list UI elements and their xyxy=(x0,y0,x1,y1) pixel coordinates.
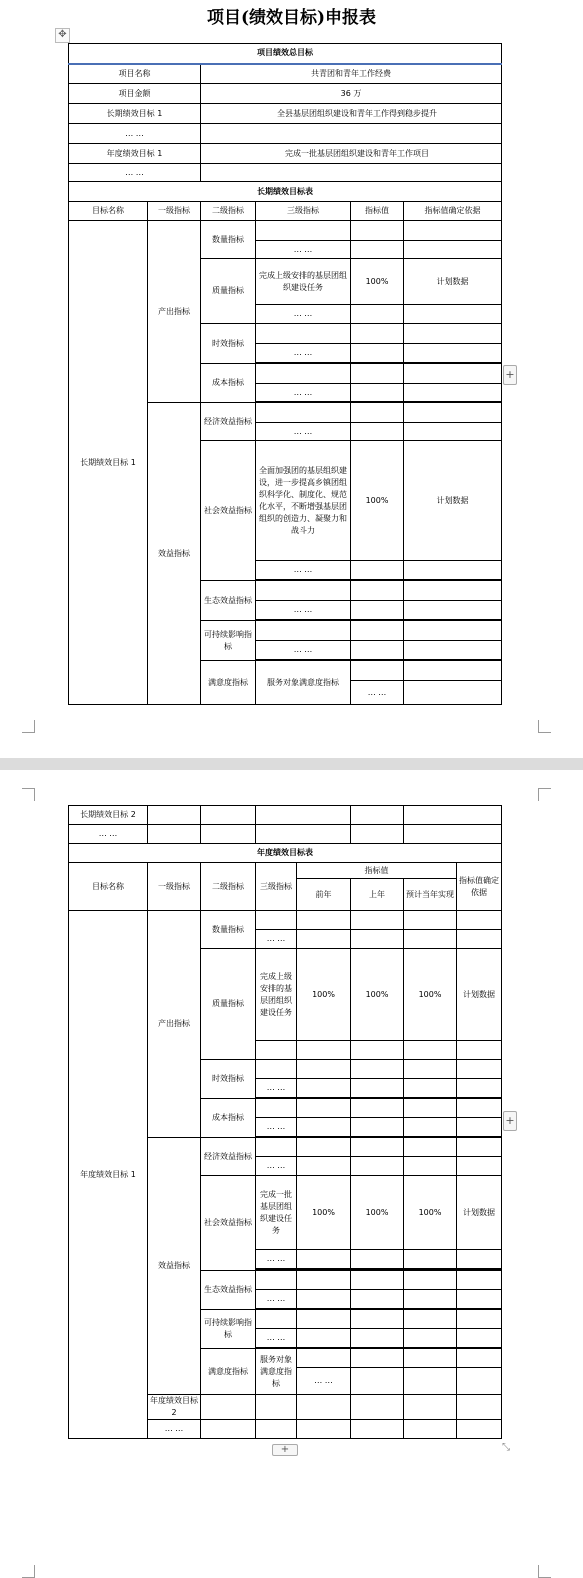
empty-cell[interactable] xyxy=(256,1310,297,1329)
empty-cell[interactable] xyxy=(404,681,502,705)
empty-cell[interactable] xyxy=(297,1118,351,1137)
empty-cell[interactable] xyxy=(457,1041,502,1060)
empty-cell[interactable] xyxy=(404,1420,457,1439)
col-level3: 三级指标 xyxy=(256,202,351,221)
add-row-button[interactable]: + xyxy=(272,1444,298,1456)
empty-cell[interactable] xyxy=(404,221,502,241)
empty-cell[interactable] xyxy=(351,911,404,930)
empty-cell[interactable] xyxy=(297,1420,351,1439)
empty-cell[interactable] xyxy=(256,221,351,241)
ellipsis-cell: … … xyxy=(256,1157,297,1176)
empty-cell[interactable] xyxy=(297,1138,351,1157)
ellipsis-cell: … … xyxy=(148,1420,201,1439)
empty-cell[interactable] xyxy=(351,1368,404,1395)
quality-value[interactable]: 100% xyxy=(351,259,404,305)
empty-cell[interactable] xyxy=(457,1271,502,1290)
empty-cell[interactable] xyxy=(404,930,457,949)
annual-table-header: 年度绩效目标表 xyxy=(69,844,502,863)
empty-cell[interactable] xyxy=(404,581,502,601)
empty-cell[interactable] xyxy=(256,1041,297,1060)
project-name-label: 项目名称 xyxy=(69,64,201,84)
page-gap xyxy=(0,758,583,770)
empty-cell[interactable] xyxy=(404,806,502,825)
ellipsis-cell: … … xyxy=(256,1118,297,1137)
empty-cell[interactable] xyxy=(404,1329,457,1348)
social-last[interactable]: 100% xyxy=(351,1176,404,1250)
empty-cell[interactable] xyxy=(457,1395,502,1420)
service-satisfaction-indicator: 服务对象满意度指标 xyxy=(256,661,351,705)
empty-cell[interactable] xyxy=(297,1395,351,1420)
empty-cell[interactable] xyxy=(404,1290,457,1309)
empty-cell[interactable] xyxy=(297,1290,351,1309)
empty-cell[interactable] xyxy=(404,1099,457,1118)
ecological-indicator: 生态效益指标 xyxy=(201,1271,256,1310)
empty-cell[interactable] xyxy=(404,1138,457,1157)
table-move-handle-icon[interactable]: ✥ xyxy=(55,28,70,43)
sustainable-indicator: 可持续影响指标 xyxy=(201,621,256,661)
empty-cell[interactable] xyxy=(351,1060,404,1079)
empty-cell[interactable] xyxy=(148,806,201,825)
empty-cell[interactable] xyxy=(256,1060,297,1079)
empty-cell[interactable] xyxy=(457,1118,502,1137)
empty-cell[interactable] xyxy=(404,825,502,844)
summary-table xyxy=(68,43,502,182)
page-corner-mark xyxy=(538,788,551,801)
empty-cell[interactable] xyxy=(351,601,404,620)
empty-cell[interactable] xyxy=(256,911,297,930)
economic-indicator: 经济效益指标 xyxy=(201,403,256,441)
page-corner-mark xyxy=(22,788,35,801)
benefit-indicator: 效益指标 xyxy=(148,1138,201,1395)
economic-indicator: 经济效益指标 xyxy=(201,1138,256,1176)
quality-basis[interactable]: 计划数据 xyxy=(404,259,502,305)
empty-cell[interactable] xyxy=(256,364,351,384)
ellipsis-cell: … … xyxy=(256,561,351,580)
quality-basis[interactable]: 计划数据 xyxy=(457,949,502,1041)
empty-cell[interactable] xyxy=(201,1395,256,1420)
empty-cell[interactable] xyxy=(256,1099,297,1118)
col-value: 指标值 xyxy=(297,863,457,879)
ellipsis-cell: … … xyxy=(256,1290,297,1309)
long-term-table xyxy=(68,181,502,705)
empty-cell[interactable] xyxy=(457,1329,502,1348)
ellipsis-cell: … … xyxy=(256,930,297,949)
long-term-table-continued xyxy=(68,805,502,844)
col-level3: 三级指标 xyxy=(256,863,297,911)
empty-cell[interactable] xyxy=(351,344,404,363)
output-indicator: 产出指标 xyxy=(148,911,201,1138)
col-goal-name: 目标名称 xyxy=(69,202,148,221)
empty-cell[interactable] xyxy=(256,581,351,601)
empty-cell[interactable] xyxy=(297,1329,351,1348)
col-level2: 二级指标 xyxy=(201,863,256,911)
empty-cell[interactable] xyxy=(351,364,404,384)
project-name-value[interactable]: 共青团和青年工作经费 xyxy=(201,64,502,84)
ellipsis-cell: … … xyxy=(351,681,404,705)
page-title: 项目(绩效目标)申报表 xyxy=(206,8,377,28)
empty-cell[interactable] xyxy=(404,641,502,660)
empty-cell[interactable] xyxy=(457,930,502,949)
quality-l3[interactable]: 完成上级安排的基层团组织建设任务 xyxy=(256,949,297,1041)
ellipsis-cell: … … xyxy=(297,1368,351,1395)
annual-goal-label: 年度绩效目标 1 xyxy=(69,144,201,164)
annual-goal-text[interactable]: 完成一批基层团组织建设和青年工作项目 xyxy=(201,144,502,164)
empty-cell[interactable] xyxy=(297,1041,351,1060)
ellipsis-cell: … … xyxy=(69,124,201,144)
empty-cell[interactable] xyxy=(404,344,502,363)
empty-cell[interactable] xyxy=(297,1099,351,1118)
empty-cell[interactable] xyxy=(256,1138,297,1157)
empty-cell[interactable] xyxy=(404,1310,457,1329)
output-indicator: 产出指标 xyxy=(148,221,201,403)
page-corner-mark xyxy=(22,1565,35,1578)
ellipsis-cell: … … xyxy=(256,423,351,441)
service-satisfaction-indicator: 服务对象满意度指标 xyxy=(256,1349,297,1395)
empty-cell[interactable] xyxy=(351,1157,404,1176)
empty-cell[interactable] xyxy=(351,1250,404,1269)
project-amount-label: 项目金额 xyxy=(69,84,201,104)
empty-cell[interactable] xyxy=(404,621,502,641)
quality-indicator: 质量指标 xyxy=(201,949,256,1060)
add-column-button[interactable]: + xyxy=(503,1111,517,1131)
empty-cell[interactable] xyxy=(404,403,502,423)
social-l3[interactable]: 全面加强团的基层组织建设，进一步提高乡镇团组织科学化、制度化、规范化水平，不断增强基层团组织的创造力、凝聚力和战斗力 xyxy=(256,441,351,561)
goal-name-cell: 年度绩效目标 1 xyxy=(69,911,148,1439)
empty-cell[interactable] xyxy=(201,825,256,844)
col-last-year: 上年 xyxy=(351,879,404,911)
empty-cell[interactable] xyxy=(297,1250,351,1269)
empty-cell[interactable] xyxy=(297,930,351,949)
long-goal-label: 长期绩效目标 1 xyxy=(69,104,201,124)
empty-cell[interactable] xyxy=(404,1041,457,1060)
empty-cell[interactable] xyxy=(457,1349,502,1368)
col-level2: 二级指标 xyxy=(201,202,256,221)
empty-cell[interactable] xyxy=(201,124,502,144)
ellipsis-cell: … … xyxy=(256,344,351,363)
empty-cell[interactable] xyxy=(404,1060,457,1079)
annual-table xyxy=(68,843,502,1439)
empty-cell[interactable] xyxy=(256,825,351,844)
ellipsis-cell: … … xyxy=(256,1329,297,1348)
col-prev-year: 前年 xyxy=(297,879,351,911)
empty-cell[interactable] xyxy=(404,241,502,259)
annual-goal-2-label: 年度绩效目标 2 xyxy=(148,1395,201,1420)
empty-cell[interactable] xyxy=(256,806,351,825)
add-column-button[interactable]: + xyxy=(503,365,517,385)
empty-cell[interactable] xyxy=(404,1368,457,1395)
empty-cell[interactable] xyxy=(457,1060,502,1079)
empty-cell[interactable] xyxy=(351,384,404,402)
empty-cell[interactable] xyxy=(404,324,502,344)
benefit-indicator: 效益指标 xyxy=(148,403,201,705)
quantity-indicator: 数量指标 xyxy=(201,221,256,259)
empty-cell[interactable] xyxy=(457,1138,502,1157)
empty-cell[interactable] xyxy=(404,1349,457,1368)
quality-last[interactable]: 100% xyxy=(351,949,404,1041)
empty-cell[interactable] xyxy=(256,1395,297,1420)
empty-cell[interactable] xyxy=(351,1041,404,1060)
sustainable-indicator: 可持续影响指标 xyxy=(201,1310,256,1349)
social-basis[interactable]: 计划数据 xyxy=(457,1176,502,1250)
goal-name-cell: 长期绩效目标 1 xyxy=(69,221,148,705)
col-basis: 指标值确定依据 xyxy=(457,863,502,911)
empty-cell[interactable] xyxy=(404,1395,457,1420)
ecological-indicator: 生态效益指标 xyxy=(201,581,256,621)
ellipsis-cell: … … xyxy=(256,241,351,259)
ellipsis-cell: … … xyxy=(69,825,148,844)
ellipsis-cell: … … xyxy=(69,164,201,182)
empty-cell[interactable] xyxy=(351,661,404,681)
table-resize-icon[interactable]: ⤡ xyxy=(502,1442,510,1453)
empty-cell[interactable] xyxy=(351,825,404,844)
empty-cell[interactable] xyxy=(457,911,502,930)
empty-cell[interactable] xyxy=(201,1420,256,1439)
cost-indicator: 成本指标 xyxy=(201,1099,256,1138)
social-basis[interactable]: 计划数据 xyxy=(404,441,502,561)
timeliness-indicator: 时效指标 xyxy=(201,1060,256,1099)
long-goal-text[interactable]: 全县基层团组织建设和青年工作得到稳步提升 xyxy=(201,104,502,124)
quality-l3[interactable]: 完成上级安排的基层团组织建设任务 xyxy=(256,259,351,305)
page-corner-mark xyxy=(22,720,35,733)
empty-cell[interactable] xyxy=(201,164,502,182)
empty-cell[interactable] xyxy=(351,1329,404,1348)
empty-cell[interactable] xyxy=(351,423,404,441)
empty-cell[interactable] xyxy=(297,1157,351,1176)
social-value[interactable]: 100% xyxy=(351,441,404,561)
social-indicator: 社会效益指标 xyxy=(201,441,256,581)
empty-cell[interactable] xyxy=(297,1310,351,1329)
summary-header: 项目绩效总目标 xyxy=(69,44,502,64)
col-expected: 预计当年实现 xyxy=(404,879,457,911)
empty-cell[interactable] xyxy=(351,1138,404,1157)
quality-expected[interactable]: 100% xyxy=(404,949,457,1041)
quantity-indicator: 数量指标 xyxy=(201,911,256,949)
empty-cell[interactable] xyxy=(457,1099,502,1118)
ellipsis-cell: … … xyxy=(256,1250,297,1269)
empty-cell[interactable] xyxy=(351,561,404,580)
empty-cell[interactable] xyxy=(404,1271,457,1290)
page-corner-mark xyxy=(538,720,551,733)
empty-cell[interactable] xyxy=(351,1099,404,1118)
empty-cell[interactable] xyxy=(351,806,404,825)
empty-cell[interactable] xyxy=(297,1271,351,1290)
empty-cell[interactable] xyxy=(351,1420,404,1439)
empty-cell[interactable] xyxy=(457,1079,502,1098)
empty-cell[interactable] xyxy=(256,1271,297,1290)
empty-cell[interactable] xyxy=(351,1349,404,1368)
empty-cell[interactable] xyxy=(256,621,351,641)
timeliness-indicator: 时效指标 xyxy=(201,324,256,364)
long-table-header: 长期绩效目标表 xyxy=(69,182,502,202)
page-1 xyxy=(0,0,583,758)
empty-cell[interactable] xyxy=(404,561,502,580)
empty-cell[interactable] xyxy=(351,221,404,241)
empty-cell[interactable] xyxy=(256,324,351,344)
satisfaction-indicator: 满意度指标 xyxy=(201,1349,256,1395)
empty-cell[interactable] xyxy=(351,305,404,324)
empty-cell[interactable] xyxy=(351,1118,404,1137)
empty-cell[interactable] xyxy=(351,930,404,949)
empty-cell[interactable] xyxy=(404,1079,457,1098)
empty-cell[interactable] xyxy=(457,1368,502,1395)
ellipsis-cell: … … xyxy=(256,601,351,620)
empty-cell[interactable] xyxy=(297,1060,351,1079)
empty-cell[interactable] xyxy=(457,1310,502,1329)
empty-cell[interactable] xyxy=(256,1420,297,1439)
social-l3[interactable]: 完成一批基层团组织建设任务 xyxy=(256,1176,297,1250)
empty-cell[interactable] xyxy=(256,403,351,423)
project-amount-value[interactable]: 36 万 xyxy=(201,84,502,104)
empty-cell[interactable] xyxy=(404,601,502,620)
col-level1: 一级指标 xyxy=(148,863,201,911)
ellipsis-cell: … … xyxy=(256,305,351,324)
empty-cell[interactable] xyxy=(297,1349,351,1368)
empty-cell[interactable] xyxy=(404,1250,457,1269)
social-expected[interactable]: 100% xyxy=(404,1176,457,1250)
empty-cell[interactable] xyxy=(351,1395,404,1420)
empty-cell[interactable] xyxy=(404,1118,457,1137)
col-goal-name: 目标名称 xyxy=(69,863,148,911)
col-value: 指标值 xyxy=(351,202,404,221)
empty-cell[interactable] xyxy=(351,403,404,423)
empty-cell[interactable] xyxy=(404,364,502,384)
empty-cell[interactable] xyxy=(404,1157,457,1176)
empty-cell[interactable] xyxy=(297,1079,351,1098)
empty-cell[interactable] xyxy=(351,1310,404,1329)
social-prev[interactable]: 100% xyxy=(297,1176,351,1250)
empty-cell[interactable] xyxy=(351,1271,404,1290)
empty-cell[interactable] xyxy=(404,384,502,402)
empty-cell[interactable] xyxy=(457,1157,502,1176)
empty-cell[interactable] xyxy=(351,324,404,344)
empty-cell[interactable] xyxy=(457,1290,502,1309)
social-indicator: 社会效益指标 xyxy=(201,1176,256,1271)
empty-cell[interactable] xyxy=(404,305,502,324)
empty-cell[interactable] xyxy=(404,661,502,681)
empty-cell[interactable] xyxy=(351,1290,404,1309)
quality-prev[interactable]: 100% xyxy=(297,949,351,1041)
empty-cell[interactable] xyxy=(351,1079,404,1098)
empty-cell[interactable] xyxy=(351,621,404,641)
empty-cell[interactable] xyxy=(351,581,404,601)
empty-cell[interactable] xyxy=(148,825,201,844)
col-basis: 指标值确定依据 xyxy=(404,202,502,221)
long-goal-2-label: 长期绩效目标 2 xyxy=(69,806,148,825)
page-corner-mark xyxy=(538,1565,551,1578)
empty-cell[interactable] xyxy=(404,911,457,930)
ellipsis-cell: … … xyxy=(256,1079,297,1098)
empty-cell[interactable] xyxy=(297,911,351,930)
satisfaction-indicator: 满意度指标 xyxy=(201,661,256,705)
ellipsis-cell: … … xyxy=(256,641,351,660)
empty-cell[interactable] xyxy=(351,241,404,259)
empty-cell[interactable] xyxy=(201,806,256,825)
empty-cell[interactable] xyxy=(457,1420,502,1439)
page-2 xyxy=(0,770,583,1578)
cost-indicator: 成本指标 xyxy=(201,364,256,403)
empty-cell[interactable] xyxy=(351,641,404,660)
empty-cell[interactable] xyxy=(404,423,502,441)
empty-cell[interactable] xyxy=(457,1250,502,1269)
quality-indicator: 质量指标 xyxy=(201,259,256,324)
col-level1: 一级指标 xyxy=(148,202,201,221)
ellipsis-cell: … … xyxy=(256,384,351,402)
